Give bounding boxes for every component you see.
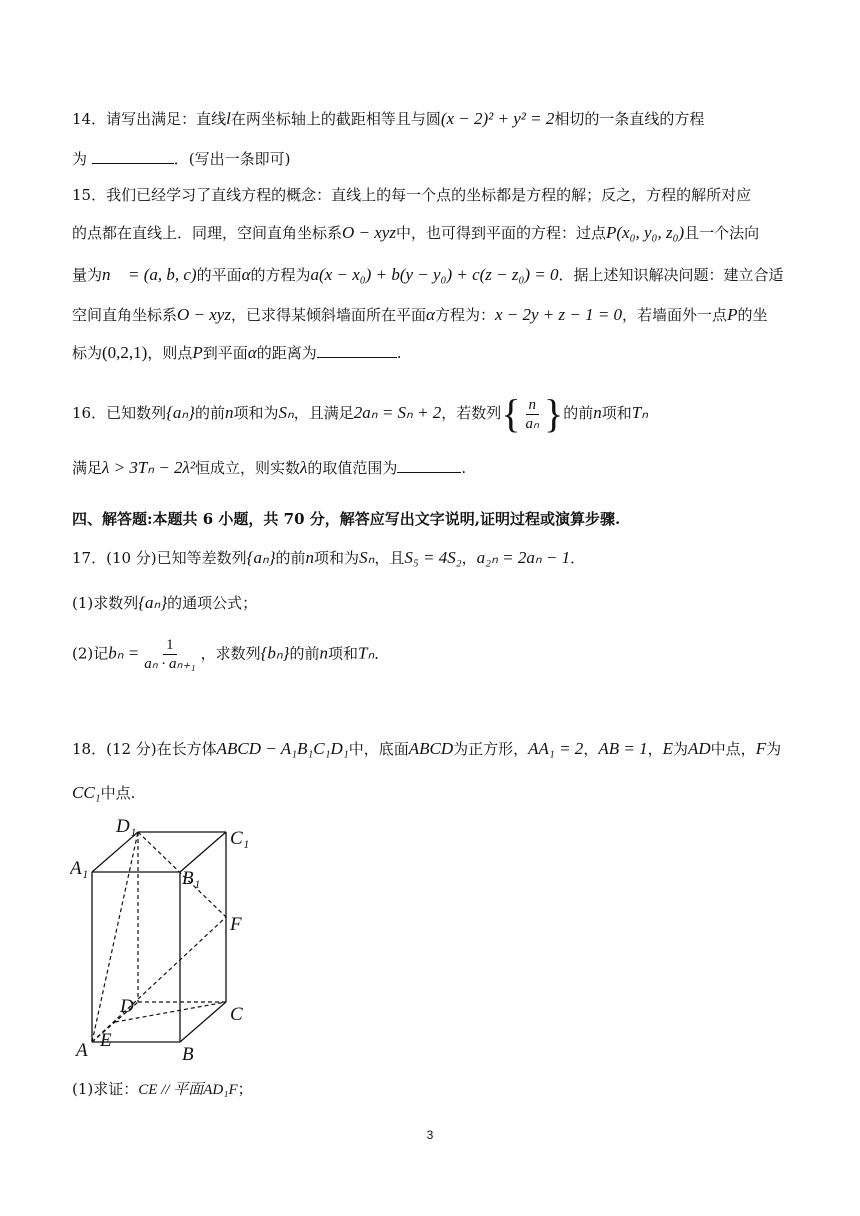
q18-part1-c: ； (237, 1080, 253, 1098)
q16-var-n-2: n (593, 403, 602, 422)
q15-alpha-3: α (247, 343, 257, 362)
q15-point-P: P (727, 305, 738, 324)
q17-separator: ， (461, 549, 477, 567)
q17-bn-num: 1 (163, 636, 177, 655)
q16-text-1b: 的前 (194, 404, 225, 422)
q15-alpha: α (241, 265, 251, 284)
q18-aa1: AA₁ = 2 (528, 739, 584, 758)
q17-part2-c: 的前 (289, 644, 320, 663)
q16-text-1c: 项和为 (233, 404, 279, 422)
q18-AD: AD (688, 739, 711, 758)
q17-seq-an-2: {aₙ} (138, 593, 168, 612)
q16-text-1e: ，若数列 (441, 404, 502, 422)
section-heading: 四、解答题:本题共 6 小题，共 70 分，解答应写出文字说明,证明过程或演算步骤. (72, 510, 621, 528)
q15-line1 (72, 184, 751, 205)
q17-part1-b: 的通项公式； (167, 594, 258, 612)
q16-text-1d: ，且满足 (293, 404, 354, 422)
q15-point: P(x₀, y₀, z₀) (606, 223, 685, 242)
q16-answer-blank[interactable] (397, 458, 461, 473)
label-F: F (230, 914, 242, 935)
q15-line3 (72, 264, 784, 285)
q16-frac-num: n (526, 396, 540, 415)
q18-sep: ， (583, 740, 599, 758)
q18-base: ABCD (408, 739, 454, 758)
q15-text-4e: 的坐 (737, 306, 768, 324)
q15-coords: (0,2,1) (102, 343, 148, 362)
q17-part2-b: ，求数列 (200, 644, 261, 663)
q16-var-n: n (224, 403, 234, 422)
label-C1: C₁ (230, 828, 250, 849)
q14-text-a: 14．请写出满足：直线 (72, 110, 227, 128)
q18-text-1c: 为正方形， (453, 740, 529, 758)
q16-line2 (72, 457, 466, 478)
q18-line1 (72, 738, 781, 759)
q16-inequality: λ > 3Tₙ − 2λ² (102, 458, 196, 477)
q18-text-2b: 中点. (100, 784, 136, 802)
q17-Sn: Sₙ (359, 548, 375, 567)
q17-text-1b: 的前 (275, 549, 306, 567)
q17-text-1a: 17．(10 分)已知等差数列 (72, 549, 247, 567)
q17-var-n-2: n (319, 643, 328, 663)
label-A1: A₁ (70, 858, 89, 879)
q14-text-c: 相切的一条直线的方程 (554, 110, 705, 128)
q15-normal-vector: n⃗ = (a, b, c) (102, 265, 197, 284)
q15-text-2b: 中，也可得到平面的方程：过点 (395, 224, 606, 242)
q17-Tn: Tₙ (358, 643, 375, 663)
q15-text-4d: ，若墙面外一点 (622, 306, 728, 324)
label-B: B (182, 1044, 194, 1065)
q14-text-e: ．(写出一条即可) (173, 150, 291, 168)
q14-circle-equation: (x − 2)² + y² = 2 (440, 109, 555, 128)
q16-text-1f: 的前 (563, 404, 594, 422)
q17-part1-a: (1)求数列 (72, 594, 139, 612)
q18-F: F (755, 739, 767, 758)
q15-text-5a: 标为 (72, 344, 103, 362)
q15-coord-system: O − xyz (342, 223, 396, 242)
q16-text-1a: 16．已知数列 (72, 404, 167, 422)
q17-bn-fraction (141, 636, 198, 673)
q18-E: E (662, 739, 673, 758)
q17-part2-e: ． (374, 644, 390, 663)
q17-condition-1: S₅ = 4S₂ (404, 548, 462, 567)
q17-line1 (72, 547, 585, 568)
q17-part2-a: (2)记 (72, 644, 109, 663)
q17-part1 (72, 592, 257, 613)
q14-line2 (72, 148, 291, 169)
q17-bn-den: aₙ · aₙ₊₁ (144, 656, 196, 672)
q15-text-2c: 且一个法向 (684, 224, 760, 242)
q15-point-P-2: P (192, 343, 203, 362)
q15-text-3a: 量为 (72, 266, 103, 284)
q18-part1-a: (1)求证： (72, 1080, 139, 1098)
q18-text-1b: 中，底面 (348, 740, 409, 758)
q15-wall-plane: x − 2y + z − 1 = 0 (494, 305, 623, 324)
q18-box-name: ABCD − A₁B₁C₁D₁ (216, 739, 349, 758)
q16-line1 (72, 391, 648, 436)
edge-B1C1 (180, 832, 226, 872)
q16-seq-an: {aₙ} (166, 403, 195, 422)
q17-condition-2: a₂ₙ = 2aₙ − 1 (476, 548, 571, 567)
q14-answer-blank[interactable] (92, 149, 174, 164)
q16-text-2b: 恒成立，则实数 (195, 459, 301, 477)
q14-text-d: 为 (72, 150, 88, 168)
edge-BC (180, 1002, 226, 1042)
q17-text-1c: 项和为 (314, 549, 360, 567)
q16-left-brace: { (501, 391, 521, 436)
q17-seq-bn: {bₙ} (260, 643, 290, 663)
q17-text-1d: ，且 (374, 549, 405, 567)
label-E: E (100, 1030, 112, 1051)
q18-text-1d: ， (647, 740, 663, 758)
label-C: C (230, 1004, 243, 1025)
q15-text-5c: 到平面 (202, 344, 248, 362)
q15-text-2a: 的点都在直线上．同理，空间直角坐标系 (72, 224, 343, 242)
q15-text-5e: . (396, 344, 402, 362)
q14-var-l: l (226, 109, 231, 128)
label-A: A (76, 1040, 88, 1061)
q15-text-4a: 空间直角坐标系 (72, 306, 178, 324)
label-B1: B₁ (182, 868, 201, 889)
q15-text-4b: ，已求得某倾斜墙面所在平面 (230, 306, 426, 324)
q18-text-1f: 中点， (710, 740, 756, 758)
q17-part2 (72, 636, 389, 673)
q18-part1-b: CE // 平面AD₁F (138, 1082, 238, 1098)
q15-line2 (72, 222, 759, 243)
q16-Tn: Tₙ (631, 403, 648, 422)
q17-var-n: n (305, 548, 315, 567)
q18-text-1a: 18．(12 分)在长方体 (72, 740, 217, 758)
label-D1: D₁ (116, 816, 137, 837)
segment-AF (92, 917, 226, 1042)
q15-text-5b: ，则点 (147, 344, 193, 362)
q15-text-1: 15．我们已经学习了直线方程的概念：直线上的每一个点的坐标都是方程的解；反之，方程的解所对应 (72, 186, 752, 204)
q18-cc1: CC₁ (72, 783, 101, 802)
q16-text-2c: 的取值范围为 (307, 459, 398, 477)
q18-line2 (72, 782, 135, 803)
q17-text-1e: ． (570, 549, 586, 567)
q17-bn-lhs: bₙ = (108, 643, 140, 663)
q15-text-3d: ．据上述知识解决问题：建立合适 (558, 266, 784, 284)
q15-text-3c: 的方程为 (250, 266, 311, 284)
q18-text-1e: 为 (672, 740, 688, 758)
q16-text-2a: 满足 (72, 459, 103, 477)
q18-ab: AB = 1 (598, 739, 648, 758)
q18-part1 (72, 1078, 253, 1099)
q15-text-5d: 的距离为 (256, 344, 317, 362)
cuboid-figure (70, 812, 270, 1068)
q14-line1 (72, 108, 704, 129)
q17-part2-d: 项和 (328, 644, 359, 663)
q15-line5 (72, 342, 402, 363)
q15-text-4c: 方程为： (434, 306, 495, 324)
q16-condition: 2aₙ = Sₙ + 2 (353, 403, 442, 422)
q15-plane-equation: a(x − x₀) + b(y − y₀) + c(z − z₀) = 0 (310, 265, 559, 284)
q15-coord-system-2: O − xyz (177, 305, 231, 324)
q16-lambda: λ (300, 458, 308, 477)
q16-frac-den: aₙ (525, 415, 539, 432)
q15-alpha-2: α (426, 305, 435, 324)
q16-right-brace: } (544, 391, 564, 436)
q16-Sn: Sₙ (278, 403, 294, 422)
q15-answer-blank[interactable] (317, 343, 397, 358)
q18-text-1g: 为 (766, 740, 782, 758)
page-number: 3 (426, 1128, 434, 1142)
q15-text-3b: 的平面 (196, 266, 242, 284)
q16-text-2d: . (461, 459, 467, 477)
q14-text-b: 在两坐标轴上的截距相等且与圆 (230, 110, 441, 128)
q16-fraction (523, 396, 542, 433)
q16-text-1g: 项和 (601, 404, 632, 422)
q17-seq-an: {aₙ} (246, 548, 276, 567)
edge-A1D1 (92, 832, 138, 872)
label-D: D (120, 996, 134, 1017)
q15-line4 (72, 304, 767, 325)
